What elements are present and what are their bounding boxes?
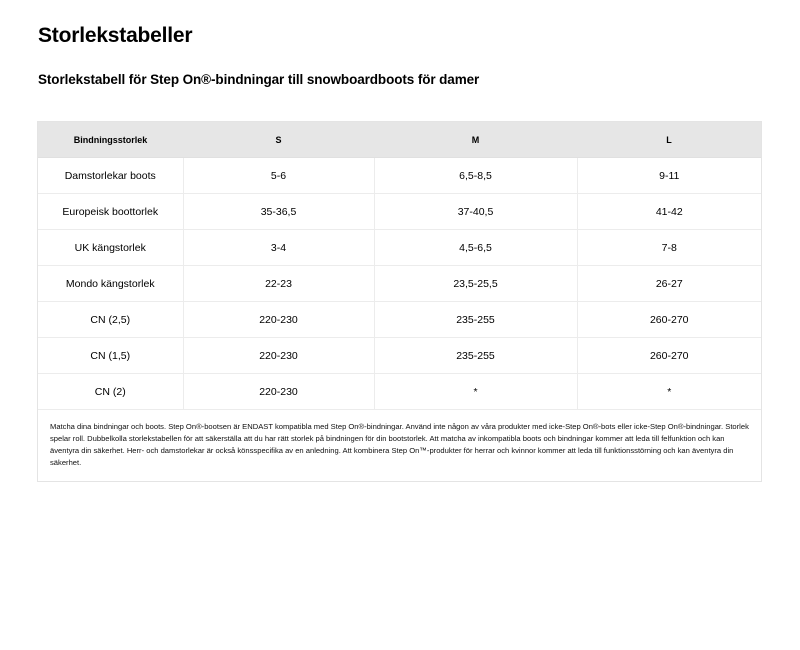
table-row [38, 338, 761, 374]
table-row [38, 158, 761, 194]
cell-size-m: 4,5-6,5 [374, 230, 577, 266]
size-table [38, 122, 761, 410]
header-size-s: S [183, 122, 374, 158]
cell-size-l: 26-27 [577, 266, 761, 302]
cell-size-s: 220-230 [183, 338, 374, 374]
page-title: Storlekstabeller [38, 24, 193, 47]
cell-size-s: 5-6 [183, 158, 374, 194]
size-table-body [38, 158, 761, 410]
cell-size-l: 7-8 [577, 230, 761, 266]
row-label: CN (2,5) [38, 302, 183, 338]
table-row [38, 302, 761, 338]
row-label: CN (2) [38, 374, 183, 410]
cell-size-s: 220-230 [183, 302, 374, 338]
cell-size-s: 22-23 [183, 266, 374, 302]
cell-size-s: 3-4 [183, 230, 374, 266]
cell-size-m: 235-255 [374, 302, 577, 338]
cell-size-m: 37-40,5 [374, 194, 577, 230]
header-row [38, 122, 761, 158]
cell-size-s: 35-36,5 [183, 194, 374, 230]
row-label: CN (1,5) [38, 338, 183, 374]
row-label: Damstorlekar boots [38, 158, 183, 194]
header-binding-size: Bindningsstorlek [38, 122, 183, 158]
cell-size-l: 9-11 [577, 158, 761, 194]
cell-size-s: 220-230 [183, 374, 374, 410]
header-size-m: M [374, 122, 577, 158]
cell-size-m: 6,5-8,5 [374, 158, 577, 194]
table-row [38, 194, 761, 230]
cell-size-m: * [374, 374, 577, 410]
cell-size-m: 235-255 [374, 338, 577, 374]
cell-size-m: 23,5-25,5 [374, 266, 577, 302]
page-subtitle: Storlekstabell för Step On®-bindningar till snowboardboots för damer [38, 72, 480, 87]
table-row [38, 230, 761, 266]
cell-size-l: * [577, 374, 761, 410]
row-label: Europeisk boottorlek [38, 194, 183, 230]
cell-size-l: 260-270 [577, 302, 761, 338]
row-label: Mondo kängstorlek [38, 266, 183, 302]
size-table-header [38, 122, 761, 158]
table-row [38, 374, 761, 410]
cell-size-l: 41-42 [577, 194, 761, 230]
compatibility-note: Matcha dina bindningar och boots. Step On®-bootsen är ENDAST kompatibla med Step On®-bindningar. Använd inte någon av våra produkter med icke-Step On®-bots eller icke-Step On®-bindningar. Storlek spelar roll. Dubbelkolla storlekstabellen för att säkerställa att du har rätt storlek på bindningen för din bootstorlek. Att matcha av inkompatibla boots och bindningar kommer att leda till felfunktion och kan äventyra din säkerhet. Herr- och damstorlekar är också könsspecifika av en anledning. Att kombinera Step On™-produkter för herrar och kvinnor kommer att leda till funktionsstörning och kan äventyra din säkerhet. [50, 422, 749, 467]
cell-size-l: 260-270 [577, 338, 761, 374]
row-label: UK kängstorlek [38, 230, 183, 266]
header-size-l: L [577, 122, 761, 158]
size-table-container [37, 121, 762, 482]
table-row [38, 266, 761, 302]
